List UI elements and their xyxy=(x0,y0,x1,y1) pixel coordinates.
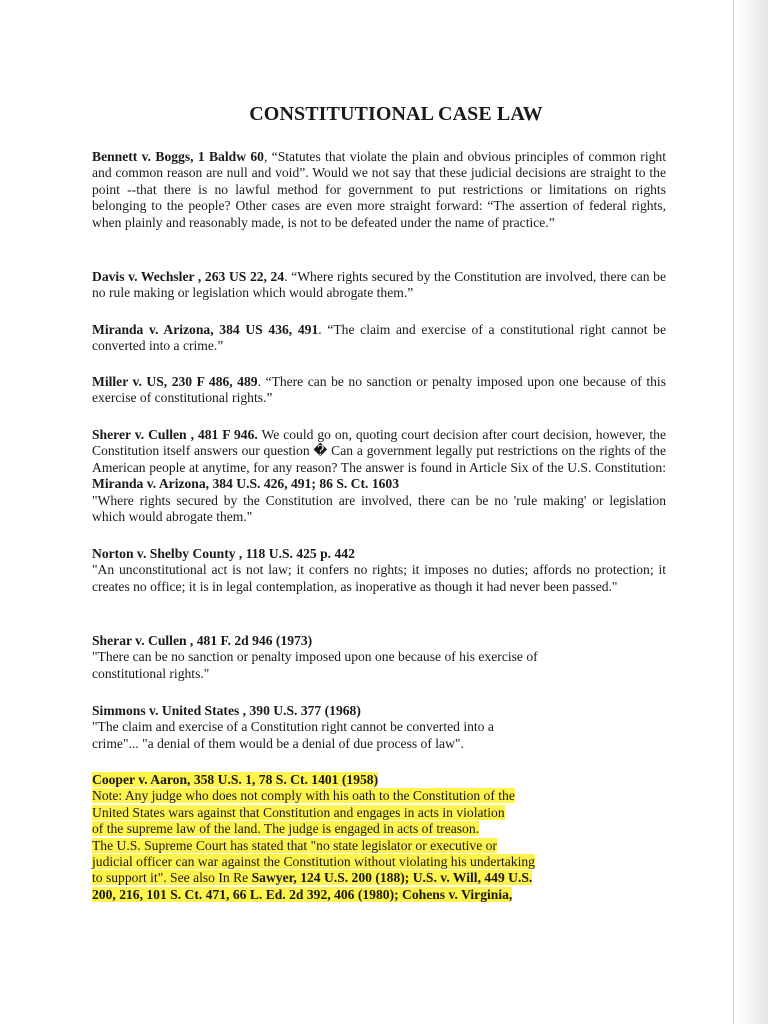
case-citation-secondary: Miranda v. Arizona, 384 U.S. 426, 491; 86 S. Ct. 1603 xyxy=(92,476,400,492)
case-text: . “There can be no sanction or penalty imposed upon one because of this exercise of constitutional rights.” xyxy=(92,374,666,406)
case-citation-highlighted: Cooper v. Aaron, 358 U.S. 1, 78 S. Ct. 1401 (1958) xyxy=(92,772,379,787)
see-also-citations: Sawyer, 124 U.S. 200 (188); U.S. v. Will, 449 U.S. xyxy=(251,870,533,886)
note-line: The U.S. Supreme Court has stated that "no state legislator or executive or xyxy=(92,837,497,853)
note-line: United States wars against that Constitution and engages in acts in violation xyxy=(92,804,505,820)
case-citation: Bennett v. Boggs, 1 Baldw 60 xyxy=(92,149,264,164)
case-citation: Miranda v. Arizona, 384 US 436, 491 xyxy=(92,322,319,337)
case-text: "An unconstitutional act is not law; it confers no rights; it imposes no duties; affords no protection; it creates no office; it is in legal contemplation, as inoperative as though it had never been passed." xyxy=(92,562,666,594)
note-line: to support it". See also In Re xyxy=(92,870,252,886)
case-text: "There can be no sanction or penalty imposed upon one because of his exercise of constitutional rights." xyxy=(92,649,538,681)
case-text: We could go on, quoting court decision after court decision, however, the Constitution itself answers our question � Can a government legally put restrictions on the rights of the American people at anytime, for any reason? The answer is found in Article Six of the U.S. Constitution: xyxy=(92,427,666,475)
case-miranda-v-arizona xyxy=(92,322,666,355)
case-text: . “The claim and exercise of a constitutional right cannot be converted into a crime.” xyxy=(92,322,666,354)
case-citation: Sherer v. Cullen , 481 F 946. xyxy=(92,427,258,442)
case-text: . “Where rights secured by the Constitution are involved, there can be no rule making or legislation which would abrogate them.” xyxy=(92,269,666,301)
see-also-citations: 200, 216, 101 S. Ct. 471, 66 L. Ed. 2d 392, 406 (1980); Cohens v. Virginia, xyxy=(92,886,513,902)
document-title: CONSTITUTIONAL CASE LAW xyxy=(249,103,543,125)
case-text: , “Statutes that violate the plain and obvious principles of common right and common reason are null and void”. Would we not say that these judicial decisions are straight to the point --that there is no lawful method for government to put restrictions or limitations on rights belonging to the people? Other cases are even more straight forward: “The assertion of federal rights, when plainly and reasonably made, is not to be defeated under the name of practice.” xyxy=(92,149,666,230)
case-citation: Miller v. US, 230 F 486, 489 xyxy=(92,374,258,389)
case-citation: Sherar v. Cullen , 481 F. 2d 946 (1973) xyxy=(92,633,313,648)
case-text-line: "The claim and exercise of a Constitution right cannot be converted into a xyxy=(92,719,494,735)
document-page xyxy=(92,0,666,1024)
scan-page-edge xyxy=(733,0,768,1024)
case-citation: Davis v. Wechsler , 263 US 22, 24 xyxy=(92,269,285,284)
note-line: judicial officer can war against the Constitution without violating his undertaking xyxy=(92,854,535,870)
case-norton-v-shelby-county xyxy=(92,546,666,595)
case-bennett-v-boggs xyxy=(92,149,666,231)
case-davis-v-wechsler xyxy=(92,269,666,302)
case-text-line: crime"... "a denial of them would be a denial of due process of law". xyxy=(92,735,464,751)
note-line: Note: Any judge who does not comply with his oath to the Constitution of the xyxy=(92,788,515,804)
case-sherer-v-cullen xyxy=(92,427,666,525)
case-citation: Norton v. Shelby County , 118 U.S. 425 p. 442 xyxy=(92,546,355,561)
note-line: of the supreme law of the land. The judge is engaged in acts of treason. xyxy=(92,821,480,837)
case-sherar-v-cullen xyxy=(92,633,592,682)
case-miller-v-us xyxy=(92,374,666,407)
case-quote: "Where rights secured by the Constitution are involved, there can be no 'rule making' or legislation which would abrogate them." xyxy=(92,492,666,525)
case-cooper-v-aaron xyxy=(92,772,666,903)
case-citation: Simmons v. United States , 390 U.S. 377 (1968) xyxy=(92,703,361,718)
case-simmons-v-united-states xyxy=(92,703,666,752)
